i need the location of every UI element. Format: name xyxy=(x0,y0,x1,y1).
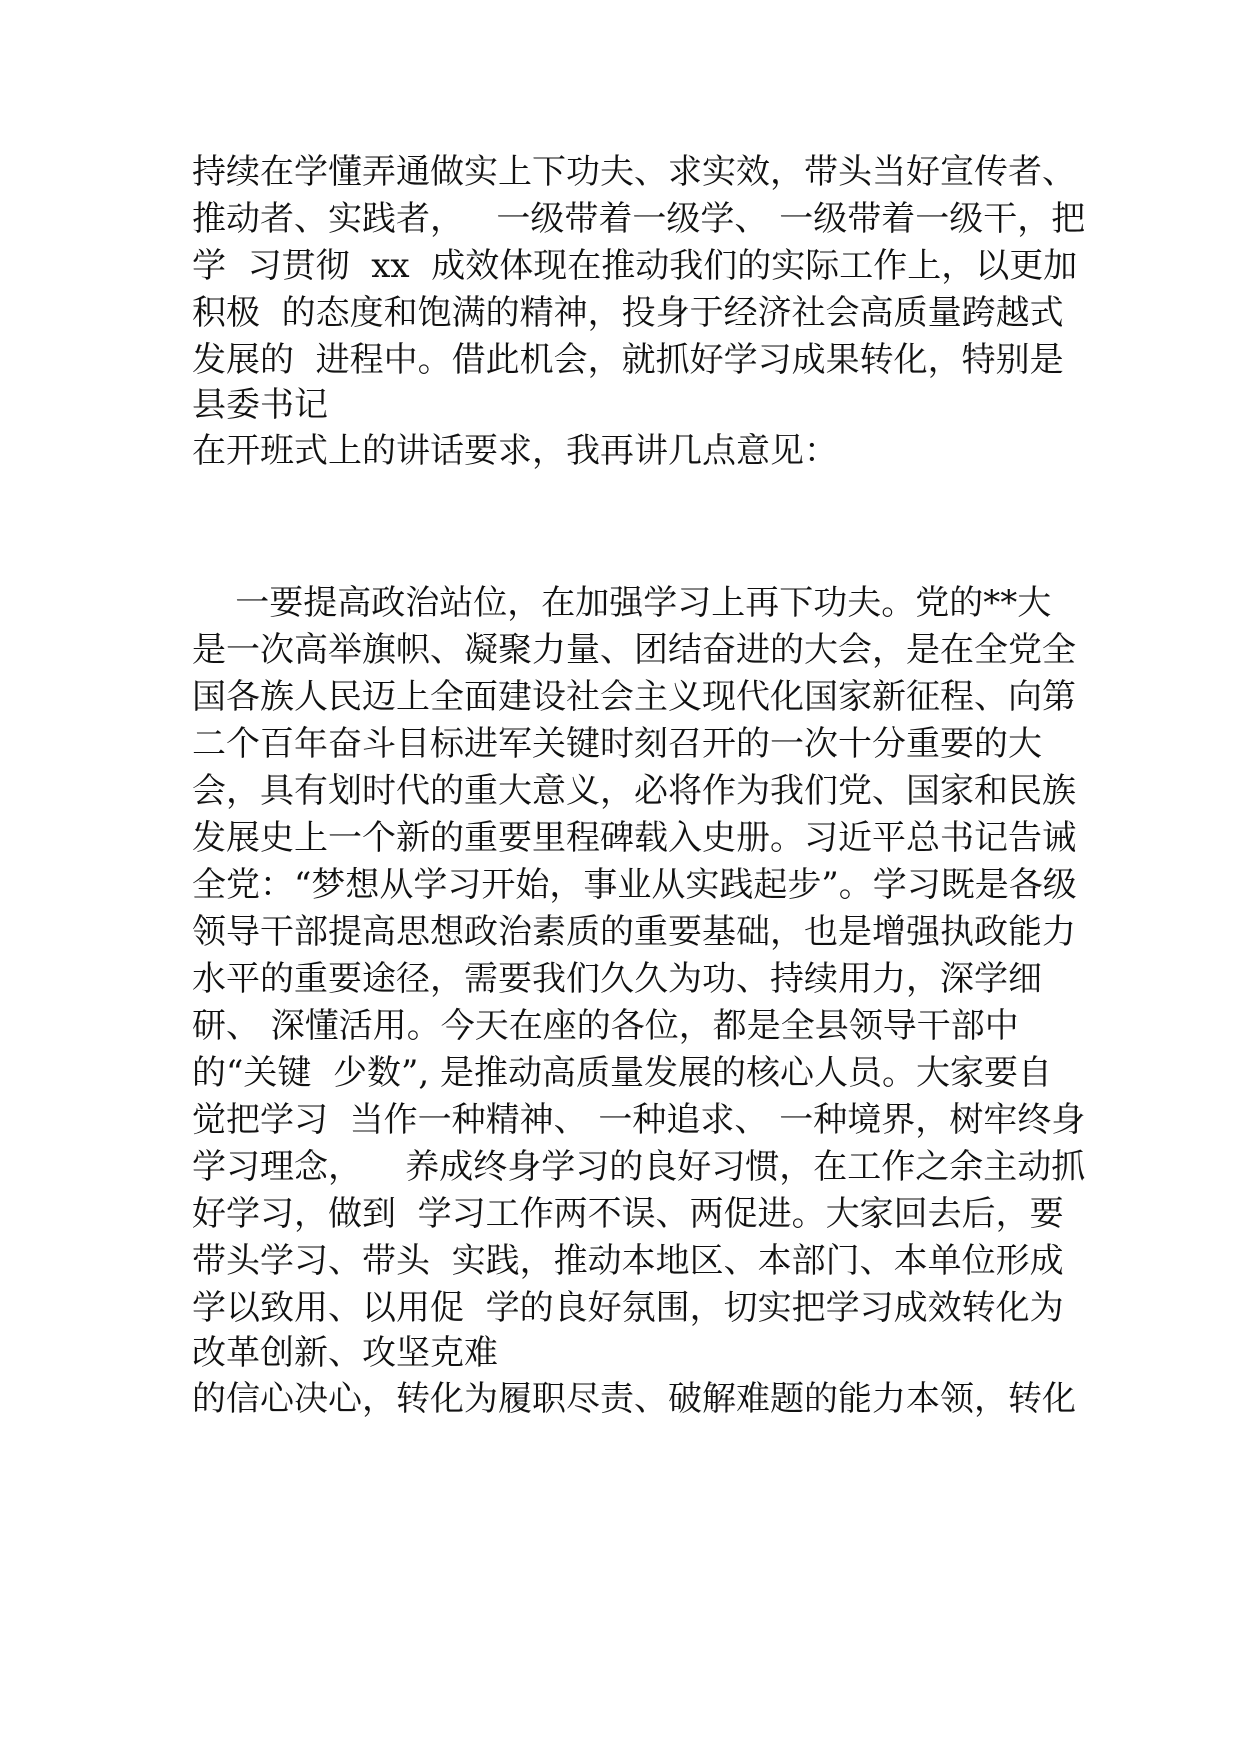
text-line: 二个百年奋斗目标进军关键时刻召开的一次十分重要的大 xyxy=(192,724,1042,764)
text-line: 带头学习、带头 实践，推动本地区、本部门、本单位形成 xyxy=(192,1241,1064,1281)
text-line: 在开班式上的讲话要求，我再讲几点意见： xyxy=(192,431,838,471)
text-line: 改革创新、攻坚克难 xyxy=(192,1333,498,1373)
text-line: 发展的 进程中。借此机会，就抓好学习成果转化，特别是 xyxy=(192,340,1064,380)
text-line: 积极 的态度和饱满的精神，投身于经济社会高质量跨越式 xyxy=(192,293,1064,333)
text-line: 的“关键 少数”, 是推动高质量发展的核心人员。大家要自 xyxy=(192,1053,1052,1093)
text-line: 领导干部提高思想政治素质的重要基础，也是增强执政能力 xyxy=(192,912,1076,952)
text-line: 学习理念， 养成终身学习的良好习惯，在工作之余主动抓 xyxy=(192,1147,1086,1187)
text-line: 好学习，做到 学习工作两不误、两促进。大家回去后，要 xyxy=(192,1194,1064,1234)
text-line: 持续在学懂弄通做实上下功夫、求实效，带头当好宣传者、 xyxy=(192,152,1076,192)
text-line: 发展史上一个新的重要里程碑载入史册。习近平总书记告诫 xyxy=(192,818,1076,858)
text-line: 的信心决心，转化为履职尽责、破解难题的能力本领，转化 xyxy=(192,1379,1076,1419)
text-line: 学以致用、以用促 学的良好氛围，切实把学习成效转化为 xyxy=(192,1288,1064,1328)
text-line: 水平的重要途径，需要我们久久为功、持续用力，深学细 xyxy=(192,959,1042,999)
text-line: 觉把学习 当作一种精神、 一种追求、 一种境界，树牢终身 xyxy=(192,1100,1086,1140)
text-line: 是一次高举旗帜、凝聚力量、团结奋进的大会，是在全党全 xyxy=(192,630,1076,670)
text-line: 推动者、实践者， 一级带着一级学、 一级带着一级干，把 xyxy=(192,199,1086,239)
text-line: 国各族人民迈上全面建设社会主义现代化国家新征程、向第 xyxy=(192,677,1076,717)
text-line: 学 习贯彻 xx 成效体现在推动我们的实际工作上，以更加 xyxy=(192,246,1078,286)
text-line: 研、 深懂活用。今天在座的各位，都是全县领导干部中 xyxy=(192,1006,1019,1046)
text-line: 全党：“梦想从学习开始，事业从实践起步”。学习既是各级 xyxy=(192,865,1077,905)
text-line: 县委书记 xyxy=(192,385,328,425)
text-line: 会，具有划时代的重大意义，必将作为我们党、国家和民族 xyxy=(192,771,1076,811)
text-line: 一要提高政治站位，在加强学习上再下功夫。党的**大 xyxy=(192,583,1052,623)
